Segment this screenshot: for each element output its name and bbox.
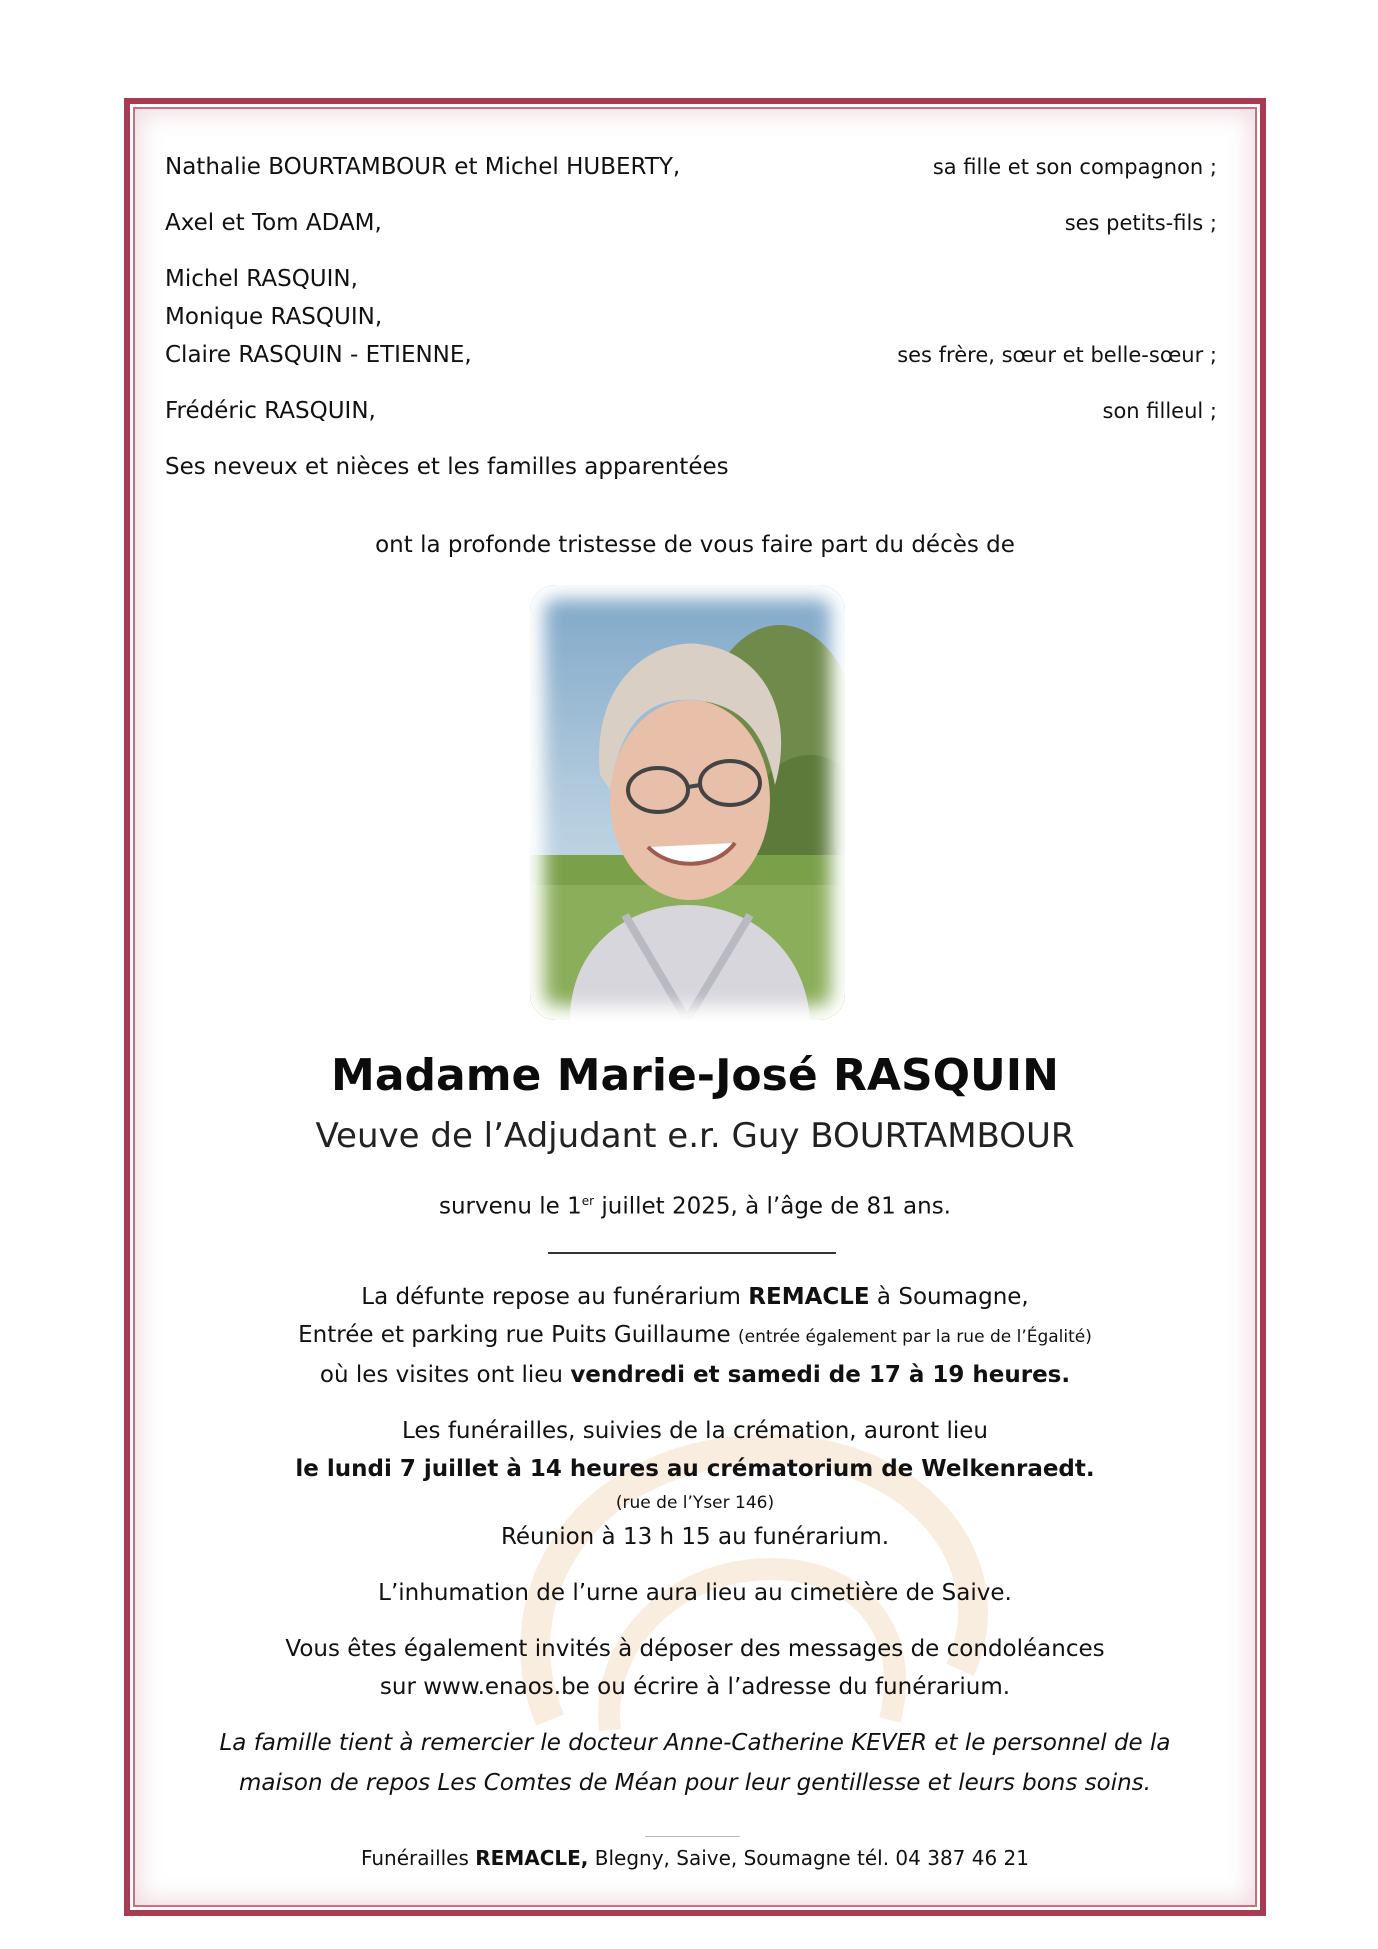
condolences-line-1: Vous êtes également invités à déposer des messages de condoléances	[285, 1636, 1105, 1662]
family-names: Michel RASQUIN,	[165, 266, 358, 292]
family-relation: son filleul ;	[1102, 399, 1217, 423]
funeral-meeting: Réunion à 13 h 15 au funérarium.	[500, 1524, 890, 1550]
deceased-name: Madame Marie-José RASQUIN	[331, 1050, 1059, 1101]
family-row-relatives	[165, 448, 1217, 486]
family-row-godson	[165, 392, 1217, 430]
visits-line-1	[140, 1278, 1250, 1316]
family-relation: ses frère, sœur et belle-sœur ;	[897, 343, 1217, 367]
visits-text: La défunte repose au funérarium	[361, 1284, 749, 1310]
thanks-line-2: maison de repos Les Comtes de Méan pour leur gentillesse et leurs bons soins.	[239, 1770, 1151, 1796]
footer-contact: Blegny, Saive, Soumagne tél. 04 387 46 21	[588, 1846, 1030, 1870]
funeral-address: (rue de l’Yser 146)	[615, 1493, 775, 1513]
footer	[140, 1842, 1250, 1874]
funeral-line-1: Les funérailles, suivies de la crémation, auront lieu	[401, 1418, 989, 1444]
footer-brand: REMACLE,	[475, 1846, 589, 1870]
footer-divider	[645, 1836, 740, 1837]
portrait-photo	[530, 585, 845, 1020]
family-names: Frédéric RASQUIN,	[165, 398, 376, 424]
family-names: Ses neveux et nièces et les familles apparentées	[165, 454, 729, 480]
deceased-subtitle: Veuve de l’Adjudant e.r. Guy BOURTAMBOUR	[315, 1116, 1075, 1156]
visits-schedule: vendredi et samedi de 17 à 19 heures.	[570, 1362, 1071, 1388]
family-row-siblings	[165, 260, 1217, 374]
death-date-prefix: survenu le 1	[438, 1193, 582, 1220]
visits-note: (entrée également par la rue de l’Égalité)	[737, 1327, 1092, 1347]
death-date-suffix: juillet 2025, à l’âge de 81 ans.	[594, 1193, 951, 1220]
section-divider	[548, 1252, 836, 1254]
family-relation: sa fille et son compagnon ;	[932, 155, 1217, 179]
visits-line-2	[140, 1316, 1250, 1356]
family-names: Monique RASQUIN,	[165, 304, 383, 330]
announcement-intro: ont la profonde tristesse de vous faire part du décès de	[375, 532, 1015, 558]
family-names: Nathalie BOURTAMBOUR et Michel HUBERTY,	[165, 154, 681, 180]
family-relation: ses petits-fils ;	[1064, 211, 1217, 235]
family-names: Axel et Tom ADAM,	[165, 210, 382, 236]
death-date	[140, 1182, 1250, 1226]
funeral-line-2: le lundi 7 juillet à 14 heures au crématorium de Welkenraedt.	[295, 1456, 1095, 1482]
condolences-line-2: sur www.enaos.be ou écrire à l’adresse du funérarium.	[379, 1674, 1011, 1700]
family-row-daughter	[165, 148, 1217, 186]
burial-info: L’inhumation de l’urne aura lieu au cimetière de Saive.	[378, 1580, 1012, 1606]
family-names: Claire RASQUIN - ETIENNE,	[165, 342, 472, 368]
footer-text: Funérailles	[360, 1846, 476, 1870]
visits-text: à Soumagne,	[869, 1284, 1029, 1310]
thanks-line-1: La famille tient à remercier le docteur Anne-Catherine KEVER et le personnel de la	[219, 1730, 1171, 1756]
visits-line-3	[140, 1356, 1250, 1394]
family-row-grandsons	[165, 204, 1217, 242]
death-date-ordinal: er	[581, 1194, 595, 1208]
visits-text: Entrée et parking rue Puits Guillaume	[298, 1322, 738, 1348]
funeral-home-name: REMACLE	[748, 1284, 870, 1310]
visits-text: où les visites ont lieu	[319, 1362, 571, 1388]
